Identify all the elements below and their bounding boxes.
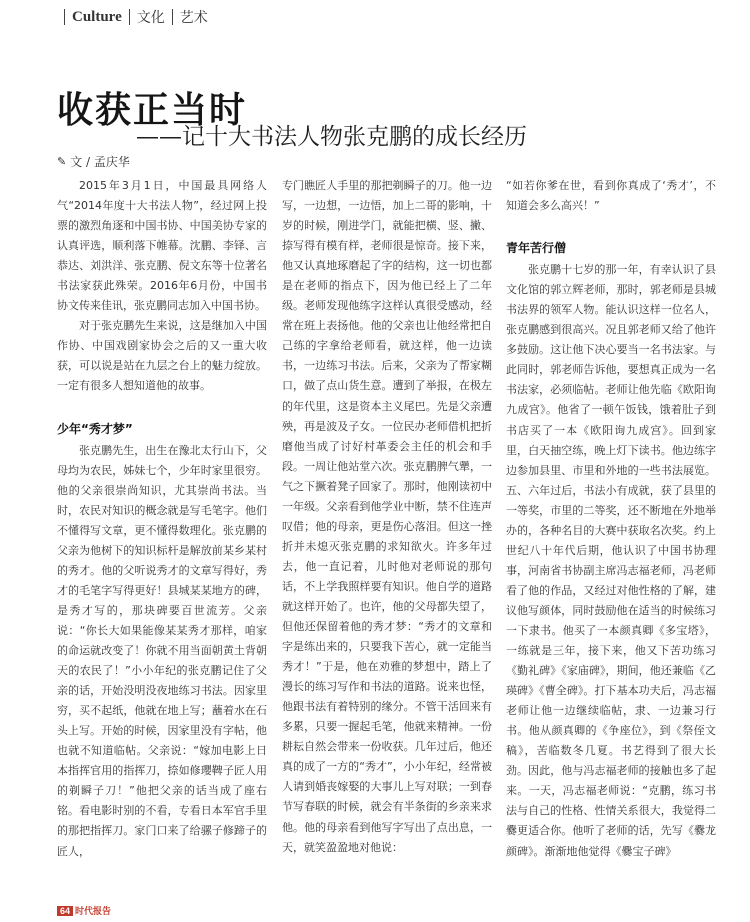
section-heading: 少年“秀才梦” [57,421,133,436]
paragraph: “如若你爹在世，看到你真成了‘秀才’，不知道会多么高兴！” [506,179,716,213]
paragraph: 张克鹏先生，出生在豫北太行山下，父母均为农民，姊妹七个，少年时家里很穷。他的父亲很崇尚知识，尤其崇尚书法。当时，农民对知识的概念就是写毛笔字。他们不懂得写文章，更不懂得数理化。张克鹏的父亲为他树下的知识标杆是解放前某乡某村的秀才。他的父听说秀才的文章写得好，秀才的毛笔字写得更好！县城某某地方的碑，是秀才写的，那块碑要百世流芳。父亲说：“你长大如果能像某某秀才那样，咱家的命运就改变了！你就不用当面朝黄土背朝天的农民了！”小小年纪的张克鹏记住了父亲的话，开始没明没夜地练习书法。因家里穷，买不起纸，他就在地上写；蘸着水在石头上写。开始的时候，因家里没有字帖，他也就不知道临帖。父亲说：“嫁加电影上日本指挥官用的指挥刀，捺如修瓔鞞子匠人用的剃瞬子刀！”他把父亲的话当成了座右铭。看电影时别的不看，专看日本军官手里的那把指挥刀。家门口来了给骡子修蹄子的匠人， [57,443,267,858]
byline-label: 文 [70,155,83,169]
page-footer [57,904,111,917]
column-2 [282,176,492,858]
byline-slash: / [82,154,94,169]
byline [57,153,130,170]
article-title: 收获正当时 [57,90,248,131]
column-1 [57,176,267,862]
magazine-name: 时代报告 [75,907,112,917]
paragraph: 张克鹏十七岁的那一年，有幸认识了县文化馆的郭立辉老师，那时，郭老师是县城书法界的领军人物。能认识这样一位名人，张克鹏感到很高兴。况且郭老师又给了他许多鼓励。这让他下决心要当一名书法家。与此同时，郭老师告诉他，要想真正成为一名书法家，必须临帖。老师让他先临《欧阳询九成宫》。他省了一顿午饭钱，饿着肚子到书店买了一本《欧阳询九成宫》。回到家里，白天抽空练，晚上灯下读书。他边练字边参加县里、市里和外地的一些书法展览。五、六年过后，书法小有成就，获了县里的一等奖，市里的二等奖，还不断地在外地举办的，各种名目的大赛中获取名次奖。约上世纪八十年代后期，他认识了中国书协理事，河南省书协副主席冯志福老师，冯老师看了他的作品，又经过对他性格的了解，建议他写颜体，同时鼓励他在适当的时候练习一下隶书。他买了一本颜真卿《多宝塔》，一练就是三年，接下来，他又下苦功练习《勤礼碑》《家庙碑》，期间，他还兼临《乙瑛碑》《曹全碑》。打下基本功夫后，冯志福老师让他一边继续临帖，隶、一边兼习行书。他从颜真卿的《争座位》，到《祭侄文稿》，苦临数冬几夏。书艺得到了很大长劲。因此，他与冯志福老师的接触也多了起来。一天，冯志福老师说：“克鹏，练习书法与自己的性格、性情关系很大，我觉得二爨更适合你。他听了老师的话，先写《爨龙颜碑》。渐渐地他觉得《爨宝子碑》 [506,263,716,858]
section-name-en: Culture [72,8,122,25]
divider [172,9,173,25]
pen-icon: ✎ [57,155,67,168]
divider [129,9,130,25]
section-name-cn: 文化 [136,10,165,26]
author-name: 孟庆华 [93,155,130,169]
paragraph: 专门瞧匠人手里的那把剃瞬子的刀。他一边写，一边想，一边悟，加上二哥的影响，十岁的时候，刚进学门，就能把横、竖、撇、捺写得有模有样，老师很是惊奇。接下来，他又认真地琢磨起了字的结构，这一切也都是在老师的指点下，因为他已经上了二年级。老师发现他练字这样认真很受感动，经常在班上表扬他。他的父亲也让他经常把自己练的字拿给老师看，就这样，他一边读书，一边练习书法。后来，父亲为了帮家糊口，做了点山货生意。遭到了举报，在极左的年代里，这是资本主义尾巴。先是父亲遭殃，再是波及子女。一位民办老师借机把折磨他当成了讨好村革委会主任的机会和手段。一周让他站堂六次。张克鹏脾气犟，一气之下撅着凳子回家了。那时，他刚读初中一年级。父亲看到他学业中断，禁不住连声叹借；他的母亲，更是伤心落泪。但这一挫折并未熄灭张克鹏的求知欲火。许多年过去，他一直记着，儿时他对老师说的那句话，不上学我照样要有知识。他自学的道路就这样开始了。也许，他的父母都失望了，但他还保留着他的秀才梦：“秀才的文章和字是练出来的，只要我下苦心，就一定能当秀才！”于是，他在劝雅的梦想中，踏上了漫长的练习写作和书法的道路。说来也怪，他跟书法有着特别的缘分。不管干活回来有多累，只要一握起毛笔，他就来精神。一份耕耘自然会带来一份收获。几年过后，他还真的成了一方的“秀才”，小小年纪，经常被人请到婚丧嫁娶的大事儿上写对联；一到春节写春联的时候，就会有半条街的乡亲来求他。他的母亲看到他写字写出了点出息，一天，就笑盈盈地对他说： [282,179,492,854]
paragraph: 对于张克鹏先生来说，这是继加入中国作协、中国戏剧家协会之后的又一重大收获，可以说是站在九层之台上的魅力绽放。一定有很多人想知道他的故事。 [57,319,267,393]
page-number: 64 [57,906,73,916]
column-3 [506,176,716,862]
paragraph: 2015年3月1日，中国最具网络人气“2014年度十大书法人物”，经过网上投票的激烈角逐和中国书协、中国美协专家的认真评选，顺利落下帷幕。沈鹏、李铎、言恭达、刘洪洋、张克鹏、倪文东等十位著名书法家获此殊荣。2016年6月份，中国书协文传来佳讯，张克鹏同志加入中国书协。 [57,179,267,313]
divider [64,9,65,25]
section-heading: 青年苦行僧 [506,241,567,256]
section-tag [57,6,208,28]
section-name-cn-2: 艺术 [179,10,208,26]
article-subtitle: ——记十大书法人物张克鹏的成长经历 [136,124,527,150]
